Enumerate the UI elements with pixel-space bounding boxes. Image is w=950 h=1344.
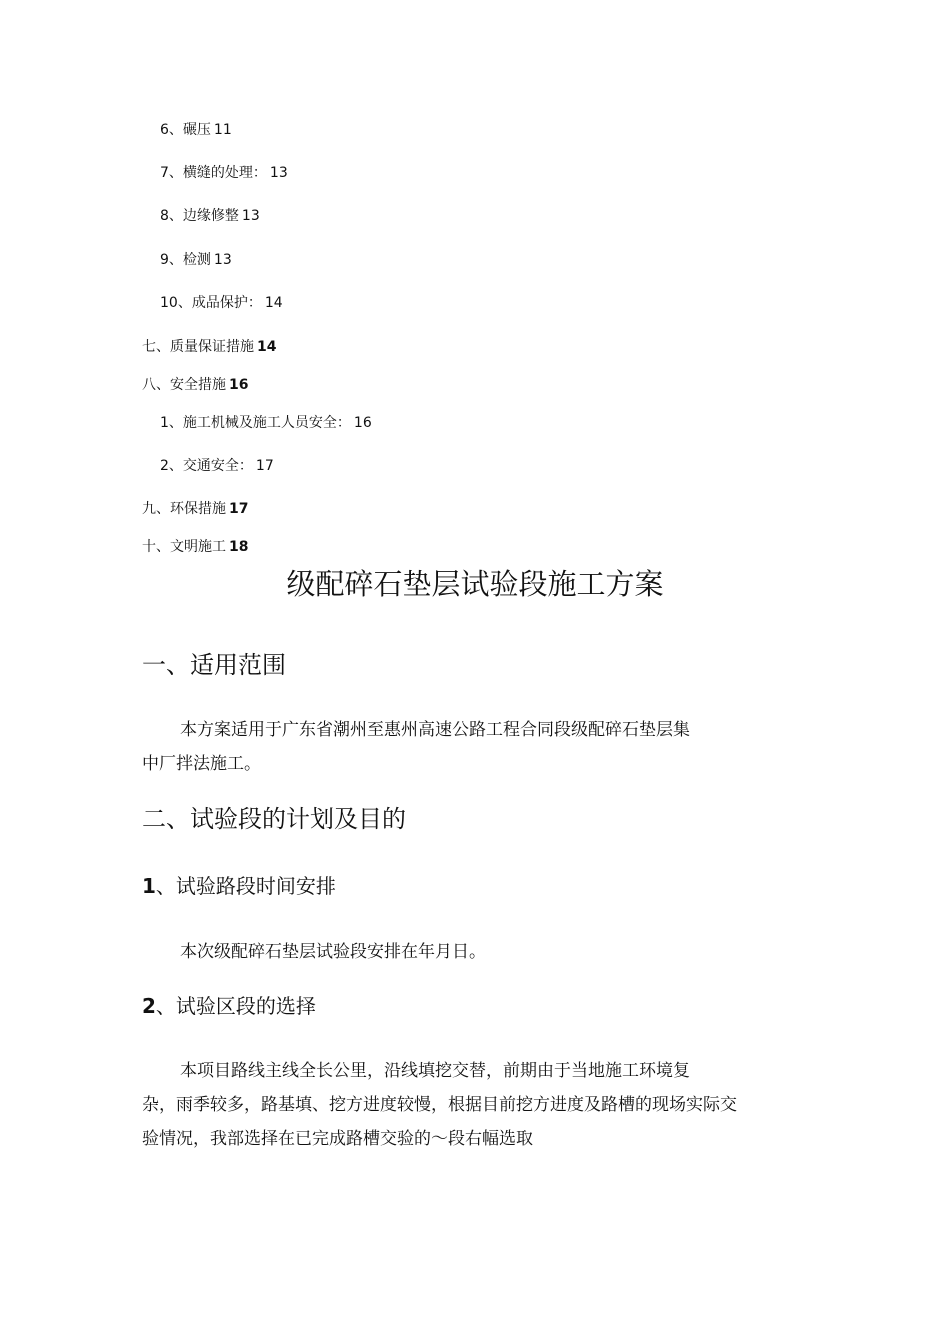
- subsection-heading: [142, 871, 336, 901]
- toc-entry[interactable]: [160, 250, 232, 270]
- toc-label: 6、碾压: [160, 122, 211, 138]
- section-heading: 二、试验段的计划及目的: [142, 805, 406, 833]
- toc-page: 16: [353, 415, 372, 431]
- paragraph-line: 中厂拌法施工。: [142, 754, 261, 774]
- toc-page: 14: [264, 295, 283, 311]
- toc-page: 13: [241, 208, 260, 224]
- toc-entry[interactable]: [160, 163, 288, 183]
- toc-page: 13: [269, 165, 288, 181]
- toc-entry[interactable]: [160, 120, 232, 140]
- toc-label: 2、交通安全：: [160, 458, 253, 474]
- paragraph: [142, 713, 822, 781]
- toc-entry[interactable]: [160, 413, 372, 433]
- toc-page: 17: [229, 501, 249, 517]
- subsection-title: 、试验路段时间安排: [155, 874, 336, 898]
- toc-entry[interactable]: [142, 375, 248, 395]
- toc-label: 9、检测: [160, 252, 211, 268]
- toc-page: 14: [257, 339, 277, 355]
- toc-label: 10、成品保护：: [160, 295, 262, 311]
- toc-entry[interactable]: [142, 499, 248, 519]
- paragraph-line: 本方案适用于广东省潮州至惠州高速公路工程合同段级配碎石垫层集: [180, 720, 690, 740]
- toc-label: 十、文明施工: [142, 539, 226, 555]
- subsection-heading: [142, 991, 316, 1021]
- toc-entry[interactable]: [142, 537, 248, 557]
- section-heading: 一、适用范围: [142, 651, 286, 679]
- toc-entry[interactable]: [160, 293, 283, 313]
- toc-label: 九、环保措施: [142, 501, 226, 517]
- paragraph: [142, 1054, 822, 1156]
- toc-page: 17: [255, 458, 274, 474]
- subsection-number: 1: [142, 874, 156, 898]
- paragraph-line: 本项目路线主线全长公里，沿线填挖交替，前期由于当地施工环境复: [180, 1061, 690, 1081]
- toc-label: 8、边缘修整: [160, 208, 239, 224]
- paragraph-line: 杂，雨季较多，路基填、挖方进度较慢，根据目前挖方进度及路槽的现场实际交: [142, 1095, 737, 1115]
- toc-label: 7、横缝的处理：: [160, 165, 267, 181]
- paragraph: [142, 935, 822, 969]
- toc-page: 11: [213, 122, 232, 138]
- toc-entry[interactable]: [160, 206, 260, 226]
- toc-page: 13: [213, 252, 232, 268]
- toc-label: 七、质量保证措施: [142, 339, 254, 355]
- toc-page: 18: [229, 539, 249, 555]
- paragraph-line: 本次级配碎石垫层试验段安排在年月日。: [180, 942, 486, 962]
- document-title: 级配碎石垫层试验段施工方案: [286, 567, 664, 601]
- toc-label: 1、施工机械及施工人员安全：: [160, 415, 351, 431]
- toc-page: 16: [229, 377, 249, 393]
- subsection-number: 2: [142, 994, 156, 1018]
- subsection-title: 、试验区段的选择: [155, 994, 316, 1018]
- toc-entry[interactable]: [160, 456, 274, 476]
- toc-entry[interactable]: [142, 337, 276, 357]
- toc-label: 八、安全措施: [142, 377, 226, 393]
- paragraph-line: 验情况，我部选择在已完成路槽交验的～段右幅选取: [142, 1129, 533, 1149]
